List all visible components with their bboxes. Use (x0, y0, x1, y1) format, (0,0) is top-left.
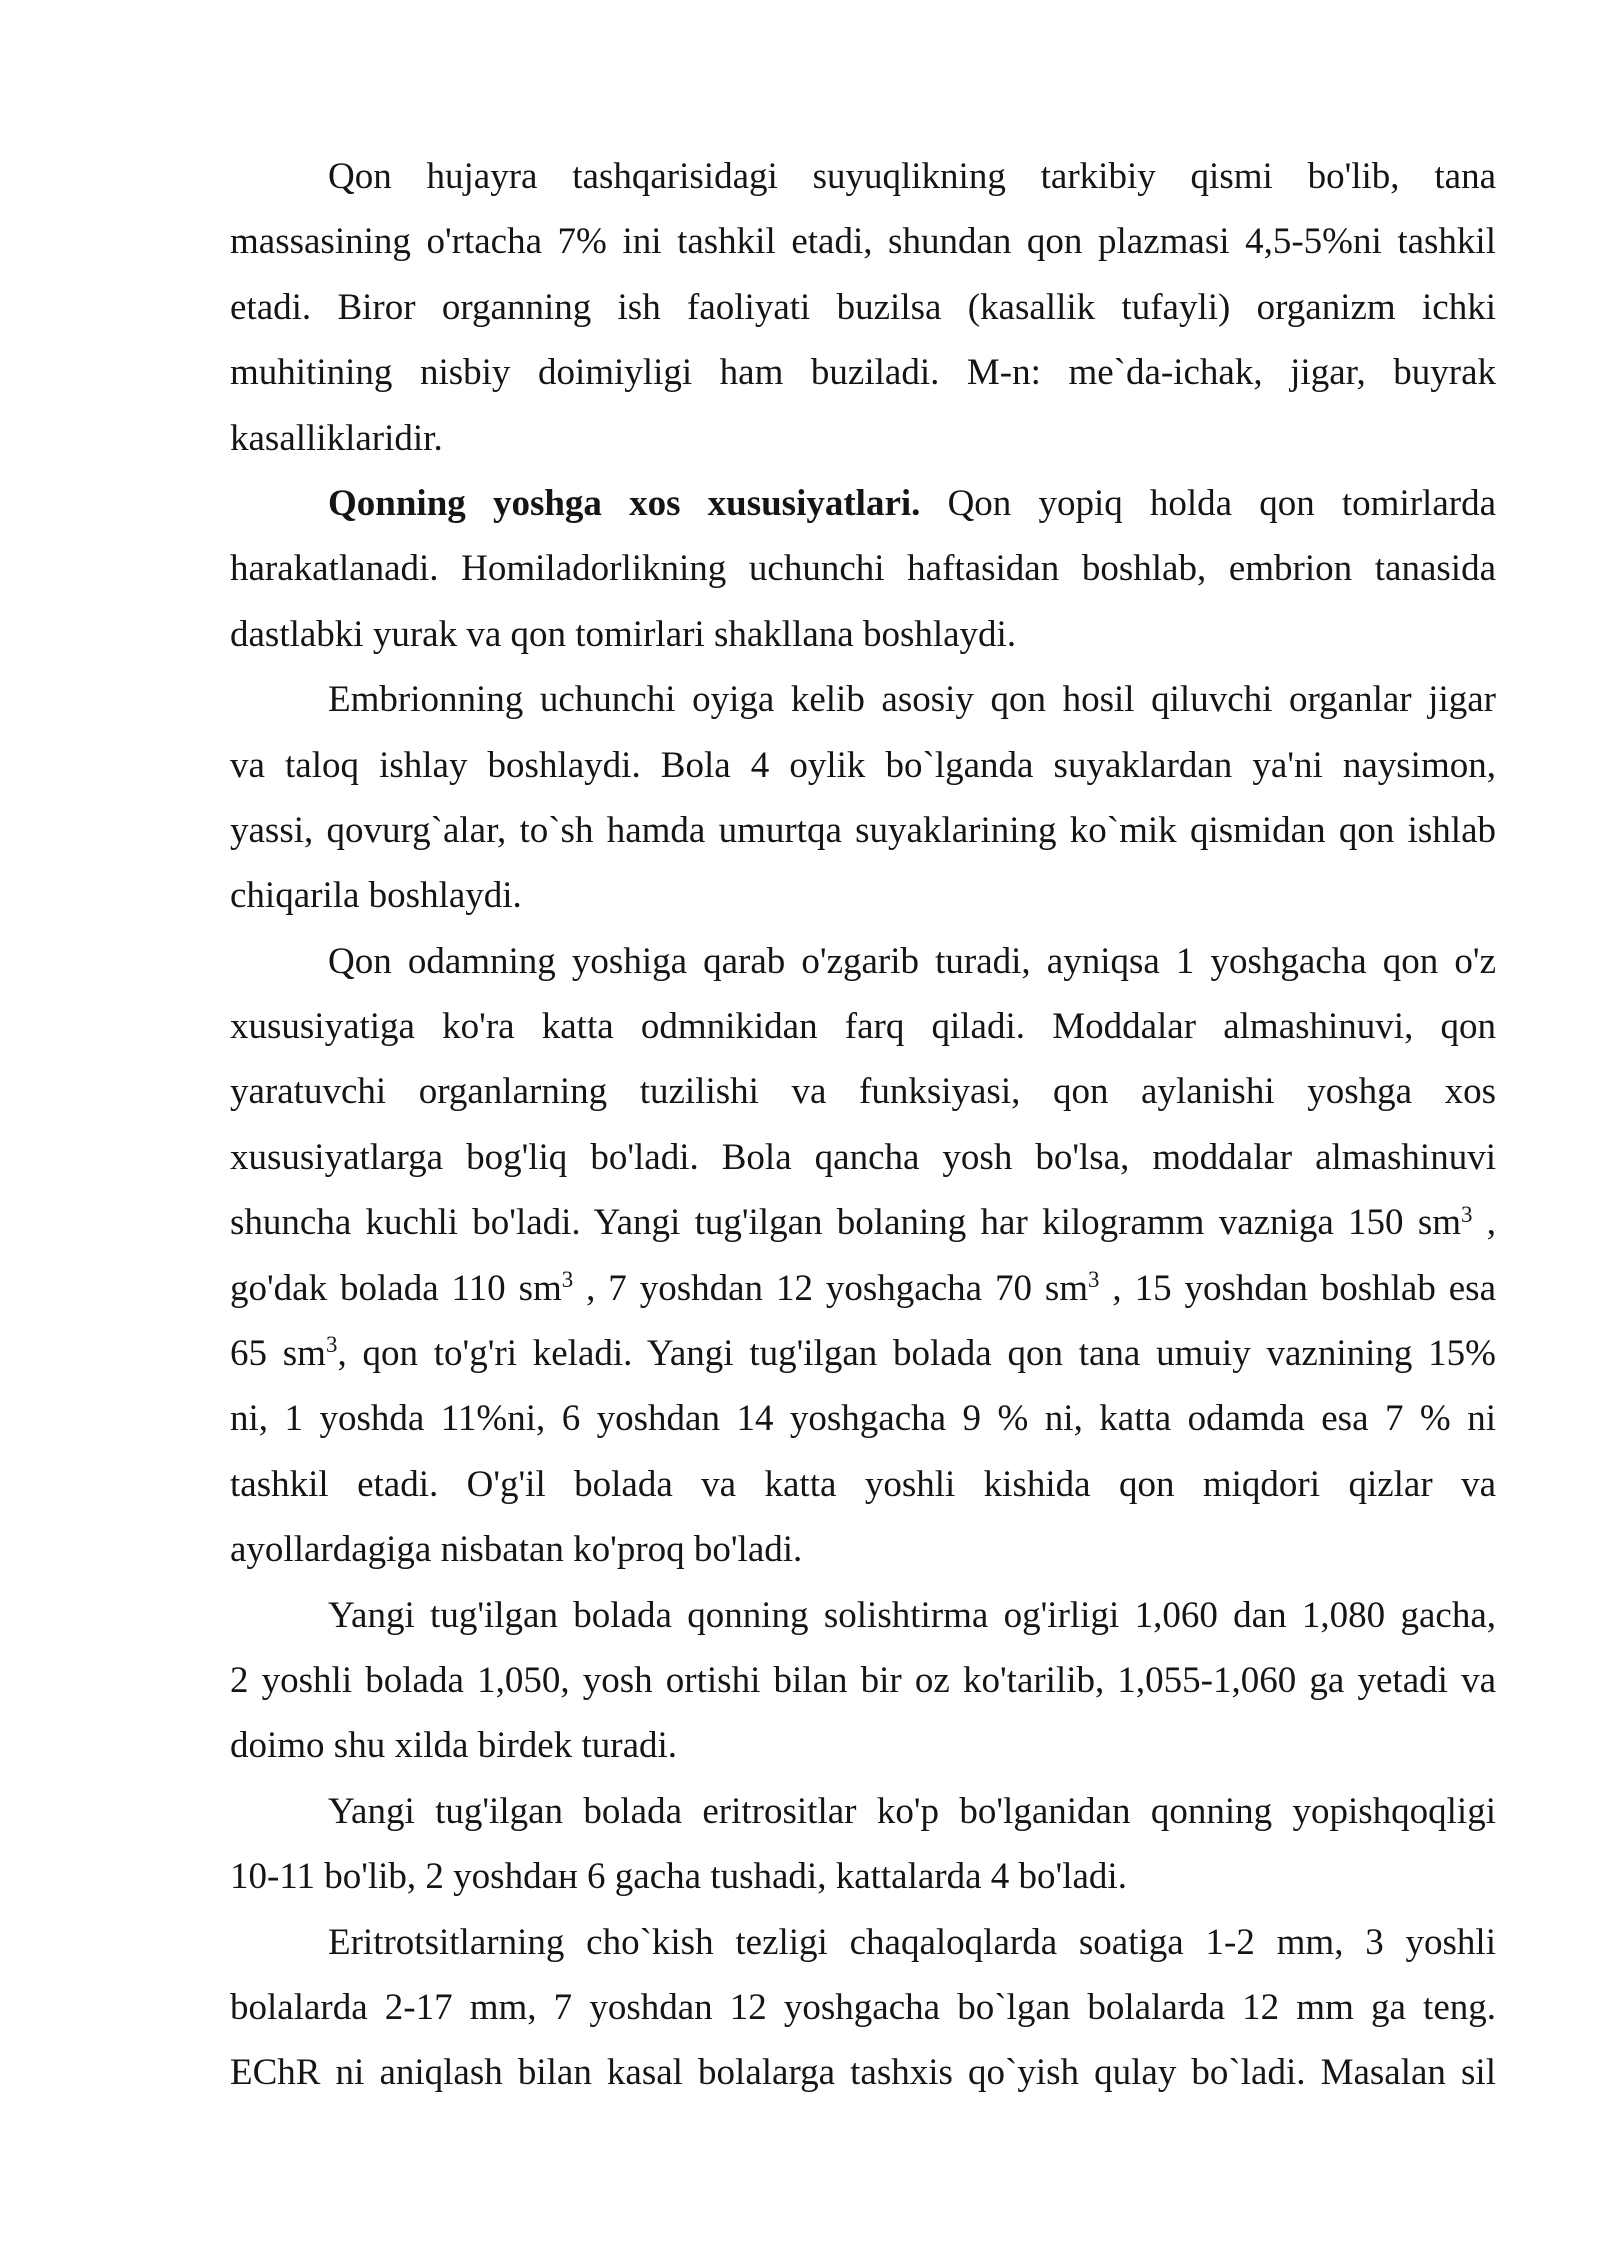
text-line: Yangi tug'ilgan bolada eritrositlar ko'p bo'lganidan qonning yopishqoqligi (328, 1790, 1496, 1832)
text-line: xususiyatlarga bog'liq bo'ladi. Bola qancha yosh bo'lsa, moddalar almashinuvi (230, 1136, 1496, 1178)
bold-heading: Qonning yoshga xos xususiyatlari. (328, 482, 921, 524)
text-line (230, 1321, 1496, 1386)
text-line (230, 1256, 1496, 1321)
text-line: Qon odamning yoshiga qarab o'zgarib turadi, ayniqsa 1 yoshgacha qon o'z (328, 940, 1496, 982)
text-line: kasalliklaridir. (230, 417, 443, 459)
text-segment: , qon to'g'ri keladi. Yangi tug'ilgan bolada qon tana umuiy vaznining 15% (337, 1333, 1496, 1375)
text-line: chiqarila boshlaydi. (230, 875, 522, 917)
text-line: massasining o'rtacha 7% ini tashkil etadi, shundan qon plazmasi 4,5-5%ni tashkil (230, 221, 1496, 263)
text-line: Qon hujayra tashqarisidagi suyuqlikning tarkibiy qismi bo'lib, tana (328, 156, 1496, 197)
paragraph (230, 144, 1496, 471)
text-line: bolalarda 2-17 mm, 7 yoshdan 12 yoshgacha bo`lgan bolalarda 12 mm ga teng. (230, 1986, 1496, 2028)
text-line: Embrionning uchunchi oyiga kelib asosiy qon hosil qiluvchi organlar jigar (328, 679, 1496, 721)
text-line: 10-11 bo'lib, 2 yoshdaн 6 gacha tushadi, kattalarda 4 bo'ladi. (230, 1856, 1127, 1898)
paragraph (230, 1583, 1496, 1779)
paragraph (230, 1779, 1496, 1910)
text-line: harakatlanadi. Homiladorlikning uchunchi haftasidan boshlab, embrion tanasida (230, 548, 1496, 590)
text-line: 2 yoshli bolada 1,050, yosh ortishi bilan bir oz ko'tarilib, 1,055-1,060 ga yetadi va (230, 1659, 1496, 1701)
text-line (230, 471, 1496, 536)
text-line: Yangi tug'ilgan bolada qonning solishtirma og'irligi 1,060 dan 1,080 gacha, (328, 1594, 1496, 1636)
text-line: doimo shu xilda birdek turadi. (230, 1725, 678, 1767)
text-segment: Qon yopiq holda qon tomirlarda (920, 482, 1496, 524)
text-segment: , 15 yoshdan boshlab esa (1099, 1267, 1496, 1309)
text-segment: shuncha kuchli bo'ladi. Yangi tug'ilgan bolaning har kilogramm vazniga 150 sm (230, 1202, 1461, 1244)
text-segment: , 7 yoshdan 12 yoshgacha 70 sm (573, 1267, 1089, 1309)
text-segment: go'dak bolada 110 sm (230, 1267, 562, 1309)
text-line: yassi, qovurg`alar, to`sh hamda umurtqa suyaklarining ko`mik qismidan qon ishlab (230, 809, 1496, 851)
text-line: ayollardagiga nisbatan ko'proq bo'ladi. (230, 1529, 803, 1571)
text-line: xususiyatiga ko'ra katta odmnikidan farq qiladi. Moddalar almashinuvi, qon (230, 1006, 1496, 1048)
superscript: 3 (1088, 1267, 1100, 1293)
text-line: EChR ni aniqlash bilan kasal bolalarga tashxis qo`yish qulay bo`ladi. Masalan sil (230, 2052, 1496, 2094)
text-line: dastlabki yurak va qon tomirlari shakllana boshlaydi. (230, 613, 1017, 655)
text-segment: 65 sm (230, 1333, 326, 1375)
document-body (230, 144, 1496, 2106)
text-line: etadi. Biror organning ish faoliyati buzilsa (kasallik tufayli) organizm ichki (230, 286, 1496, 328)
paragraph (230, 667, 1496, 929)
text-line: Eritrotsitlarning cho`kish tezligi chaqaloqlarda soatiga 1-2 mm, 3 yoshli (328, 1921, 1496, 1963)
superscript: 3 (325, 1332, 338, 1358)
paragraph (230, 929, 1496, 1583)
text-line: tashkil etadi. O'g'il bolada va katta yoshli kishida qon miqdori qizlar va (230, 1463, 1496, 1505)
text-segment: , (1472, 1202, 1496, 1244)
text-line: ni, 1 yoshda 11%ni, 6 yoshdan 14 yoshgacha 9 % ni, katta odamda esa 7 % ni (230, 1398, 1496, 1440)
text-line: yaratuvchi organlarning tuzilishi va funksiyasi, qon aylanishi yoshga xos (230, 1071, 1496, 1113)
text-line (230, 1190, 1496, 1255)
superscript: 3 (1461, 1201, 1473, 1227)
superscript: 3 (561, 1267, 574, 1293)
paragraph (230, 1910, 1496, 2106)
text-line: muhitining nisbiy doimiyligi ham buziladi. M-n: me`da-ichak, jigar, buyrak (230, 352, 1496, 394)
text-line: va taloq ishlay boshlaydi. Bola 4 oylik bo`lganda suyaklardan ya'ni naysimon, (230, 744, 1496, 786)
paragraph (230, 471, 1496, 667)
